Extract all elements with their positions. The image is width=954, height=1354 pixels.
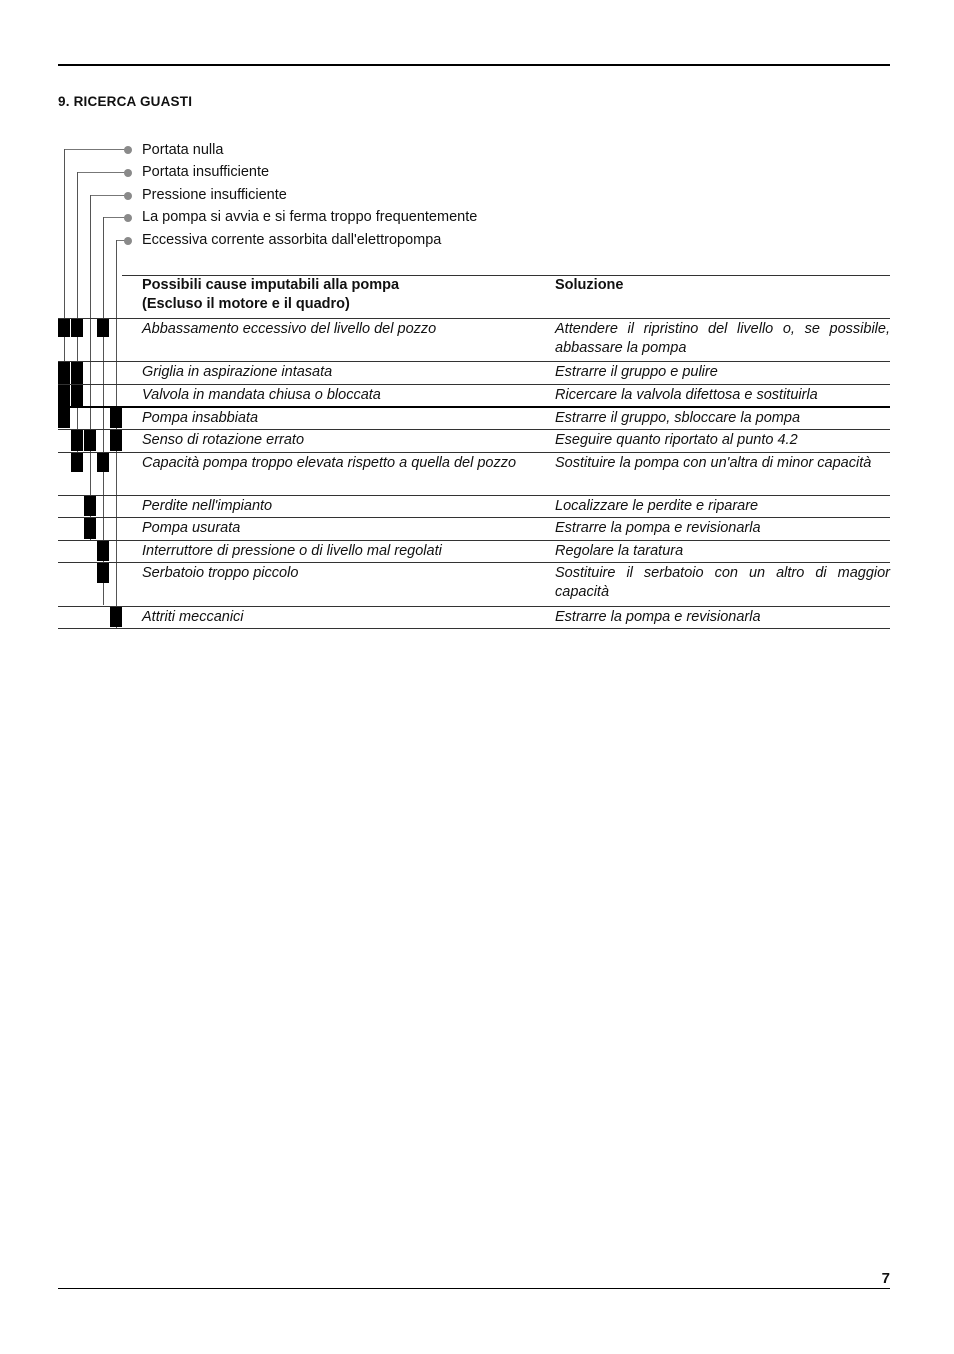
symptom-mark: [97, 319, 109, 337]
symptom-label: Portata nulla: [142, 142, 224, 158]
symptom-mark: [71, 319, 83, 337]
symptom-mark: [110, 607, 122, 627]
symptom-mark: [84, 496, 96, 516]
symptom-mark: [71, 362, 83, 384]
symptom-mark: [71, 453, 83, 472]
cause-text: Serbatoio troppo piccolo: [142, 565, 299, 581]
cause-text: Senso di rotazione errato: [142, 432, 305, 448]
solution-text: Estrarre il gruppo e pulire: [555, 364, 718, 380]
symptom-mark: [71, 430, 83, 451]
cause-text: Perdite nell'impianto: [142, 498, 273, 514]
symptom-label: Portata insufficiente: [142, 164, 270, 180]
symptom-label: Eccessiva corrente assorbita dall'elettropompa: [142, 232, 442, 248]
symptom-mark: [97, 453, 109, 472]
section-title: 9. RICERCA GUASTI: [58, 94, 193, 109]
solution-text: Attendere il ripristino del livello o, se possibile, abbassare la pompa: [555, 321, 890, 356]
symptom-mark: [84, 518, 96, 539]
solution-text: Estrarre il gruppo, sbloccare la pompa: [555, 410, 801, 426]
top-rule: [58, 64, 890, 66]
solution-text: Ricercare la valvola difettosa e sostituirla: [555, 387, 818, 403]
symptom-mark: [110, 408, 122, 428]
cause-text: Pompa insabbiata: [142, 410, 259, 426]
cause-text: Abbassamento eccessivo del livello del pozzo: [142, 321, 437, 337]
bullet-icon: [124, 214, 132, 222]
bullet-icon: [124, 146, 132, 154]
solution-text: Localizzare le perdite e riparare: [555, 498, 759, 514]
cause-text: Pompa usurata: [142, 520, 241, 536]
solution-text: Sostituire il serbatoio con un altro di maggior capacità: [555, 565, 890, 600]
symptom-mark: [97, 563, 109, 583]
cause-text: Valvola in mandata chiusa o bloccata: [142, 387, 381, 403]
symptom-mark: [84, 430, 96, 451]
cause-text: Attriti meccanici: [142, 609, 244, 625]
solution-text: Estrarre la pompa e revisionarla: [555, 609, 761, 625]
cause-text: Interruttore di pressione o di livello mal regolati: [142, 543, 442, 559]
page-number: 7: [881, 1270, 890, 1287]
symptom-mark: [71, 385, 83, 406]
symptom-mark: [97, 541, 109, 561]
symptom-label: Pressione insufficiente: [142, 187, 287, 203]
symptom-mark: [110, 430, 122, 451]
table-header-cause: Possibili cause imputabili alla pompa (Escluso il motore e il quadro): [142, 277, 400, 312]
solution-text: Regolare la taratura: [555, 543, 684, 559]
symptom-mark: [58, 362, 70, 384]
solution-text: Estrarre la pompa e revisionarla: [555, 520, 761, 536]
symptom-mark: [58, 385, 70, 406]
bullet-icon: [124, 237, 132, 245]
table-header-solution: Soluzione: [555, 277, 624, 293]
symptom-label: La pompa si avvia e si ferma troppo frequentemente: [142, 209, 478, 225]
cause-text: Griglia in aspirazione intasata: [142, 364, 333, 380]
symptom-mark: [58, 408, 70, 428]
solution-text: Eseguire quanto riportato al punto 4.2: [555, 432, 798, 448]
bullet-icon: [124, 192, 132, 200]
symptom-mark: [58, 319, 70, 337]
cause-text: Capacità pompa troppo elevata rispetto a quella del pozzo: [142, 455, 517, 471]
bottom-rule: [58, 1288, 890, 1289]
bullet-icon: [124, 169, 132, 177]
solution-text: Sostituire la pompa con un'altra di minor capacità: [555, 455, 872, 471]
